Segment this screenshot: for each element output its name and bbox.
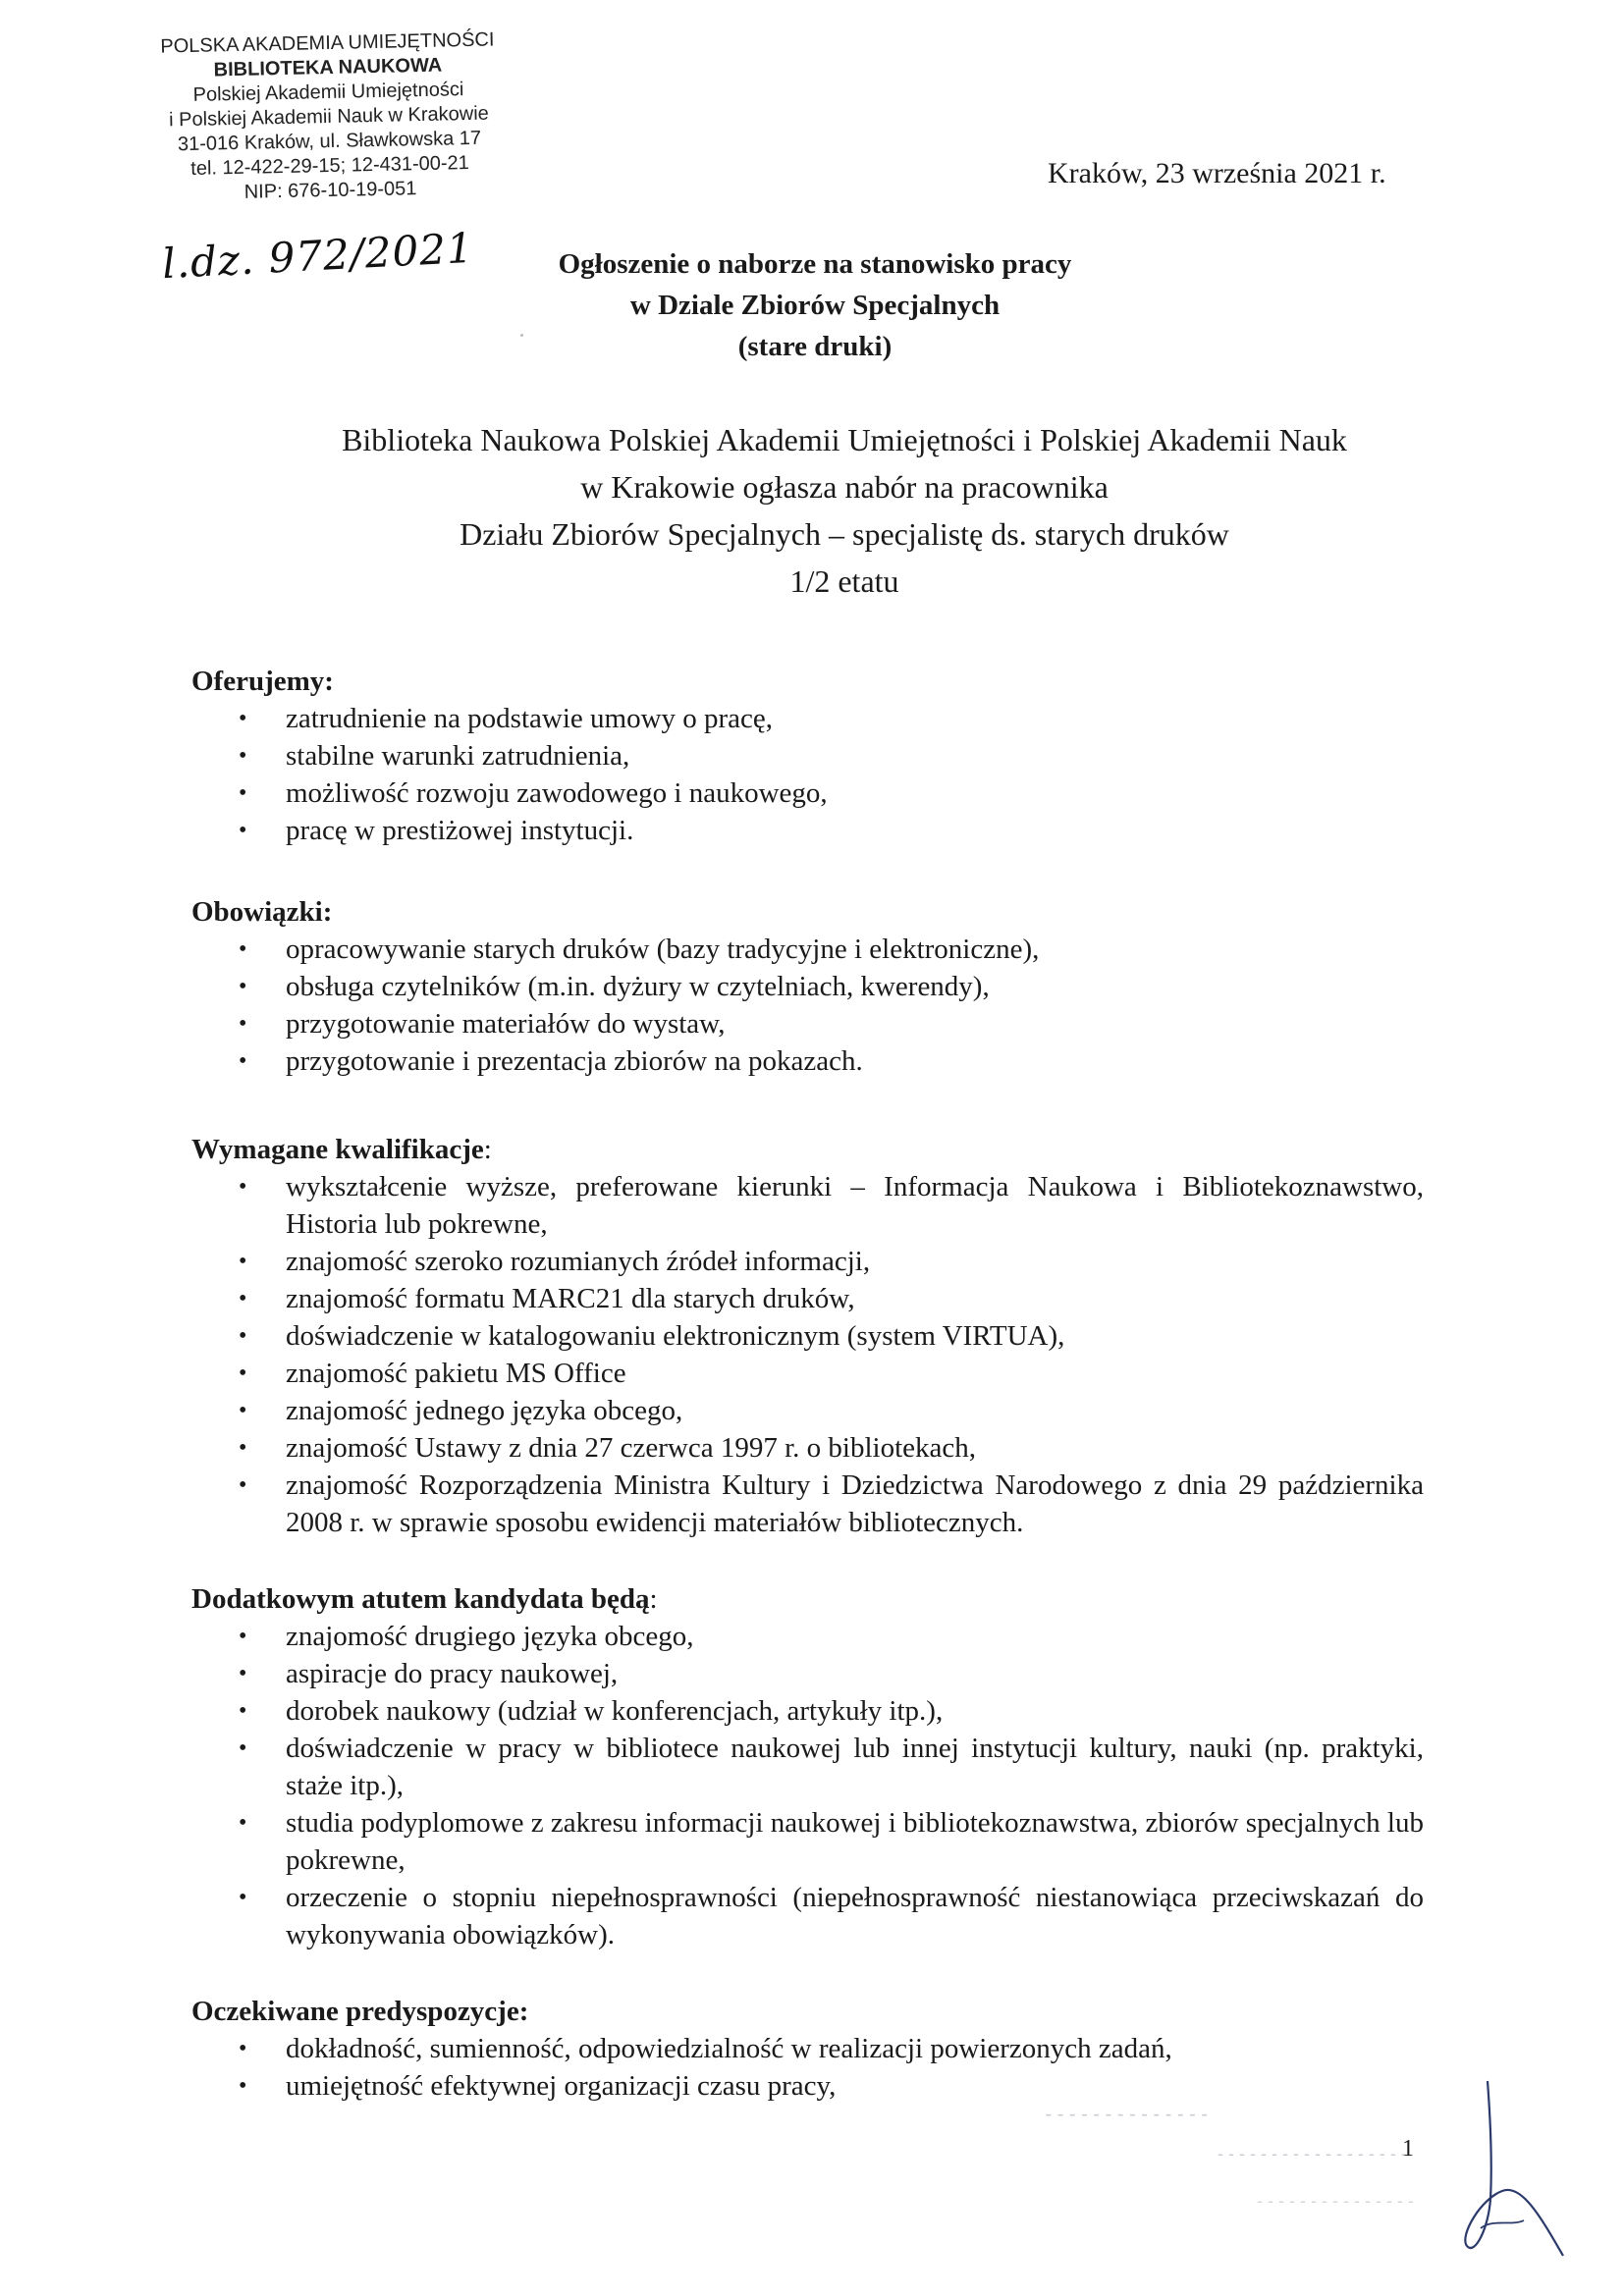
list-item: • przygotowanie materiałów do wystaw, [191,1005,1424,1042]
section-heading [191,1580,1424,1618]
list-item: • pracę w prestiżowej instytucji. [191,812,1424,849]
signature-icon [1045,2081,1591,2268]
list-item: • aspiracje do pracy naukowej, [191,1655,1424,1692]
announcement-title [481,243,1149,367]
heading-colon: : [649,1583,658,1615]
list-item: • doświadczenie w katalogowaniu elektronicznym (system VIRTUA), [191,1317,1424,1355]
section-additional-assets [191,1580,1424,1953]
signature-area [1045,2081,1591,2272]
section-offer [191,663,1424,849]
list-item: • zatrudnienie na podstawie umowy o pracę, [191,700,1424,737]
list-item: • doświadczenie w pracy w bibliotece naukowej lub innej instytucji kultury, nauki (np. praktyki, staże itp.), [191,1730,1424,1804]
svg-text:- - - - - - - - - - - - - - -: - - - - - - - - - - - - - - - - - - [1218,2144,1407,2163]
stamp-line: POLSKA AKADEMIA UMIEJĘTNOŚCI [160,28,495,58]
institution-stamp [111,27,547,207]
list-item: • stabilne warunki zatrudnienia, [191,737,1424,774]
stamp-line: 31-016 Kraków, ul. Sławkowska 17 [177,127,482,156]
section-heading [191,1131,1424,1168]
title-line: w Dziale Zbiorów Specjalnych [629,290,1001,321]
bullet-list [191,931,1424,1080]
stamp-line: NIP: 676-10-19-051 [244,178,417,203]
list-item: • znajomość Rozporządzenia Ministra Kultury i Dziedzictwa Narodowego z dnia 29 października 2008 r. w sprawie sposobu ewidencji materiałów bibliotecznych. [191,1467,1424,1541]
list-item: • umiejętność efektywnej organizacji czasu pracy, [191,2067,1424,2105]
list-item: • znajomość pakietu MS Office [191,1355,1424,1392]
list-item: • znajomość formatu MARC21 dla starych druków, [191,1280,1424,1317]
list-item: • możliwość rozwoju zawodowego i naukowego, [191,774,1424,812]
section-requirements [191,1131,1424,1541]
title-line: (stare druki) [737,331,893,362]
list-item: • opracowywanie starych druków (bazy tradycyjne i elektroniczne), [191,931,1424,968]
list-item: • dorobek naukowy (udział w konferencjach, artykuły itp.), [191,1692,1424,1730]
section-heading-text: Dodatkowym atutem kandydata będą [191,1583,650,1615]
intro-line: Działu Zbiorów Specjalnych – specjalistę ds. starych druków [460,516,1229,552]
list-item: • wykształcenie wyższe, preferowane kierunki – Informacja Naukowa i Bibliotekoznawstwo, Historia lub pokrewne, [191,1168,1424,1243]
list-item: • znajomość szeroko rozumianych źródeł informacji, [191,1243,1424,1280]
intro-line: Biblioteka Naukowa Polskiej Akademii Umiejętności i Polskiej Akademii Nauk [342,422,1347,457]
document-date: Kraków, 23 września 2021 r. [1048,157,1386,189]
section-heading-text: Wymagane kwalifikacje [191,1134,484,1165]
list-item: • znajomość Ustawy z dnia 27 czerwca 1997 r. o bibliotekach, [191,1429,1424,1467]
list-item: • znajomość jednego języka obcego, [191,1392,1424,1429]
list-item: • orzeczenie o stopniu niepełnosprawności (niepełnosprawność niestanowiąca przeciwskazań do wykonywania obowiązków). [191,1879,1424,1953]
stamp-line: tel. 12-422-29-15; 12-431-00-21 [190,152,470,180]
intro-line: w Krakowie ogłasza nabór na pracownika [580,469,1109,505]
list-item: • dokładność, sumienność, odpowiedzialność w realizacji powierzonych zadań, [191,2030,1424,2067]
list-item: • znajomość drugiego języka obcego, [191,1618,1424,1655]
stamp-line: BIBLIOTEKA NAUKOWA [213,54,443,81]
bullet-list [191,1168,1424,1541]
bullet-list [191,700,1424,849]
list-item: • obsługa czytelników (m.in. dyżury w czytelniach, kwerendy), [191,968,1424,1005]
svg-text:- - - - - - - - - - - - - - -: - - - - - - - - - - - - - - - [1257,2191,1414,2211]
list-item: • przygotowanie i prezentacja zbiorów na pokazach. [191,1042,1424,1080]
bullet-list [191,1618,1424,1953]
section-heading: Oczekiwane predyspozycje: [191,1996,529,2027]
announcement-intro [245,416,1443,605]
title-line: Ogłoszenie o naborze na stanowisko pracy [558,248,1072,280]
list-item: • studia podyplomowe z zakresu informacji naukowej i bibliotekoznawstwa, zbiorów specjalnych lub pokrewne, [191,1804,1424,1879]
stamp-line: i Polskiej Akademii Nauk w Krakowie [168,102,490,132]
intro-line: 1/2 etatu [789,563,899,599]
section-heading: Obowiązki: [191,896,333,928]
page-number: 1 [1402,2136,1414,2162]
stamp-line: Polskiej Akademii Umiejętności [192,79,464,106]
section-heading: Oferujemy: [191,666,334,697]
section-duties [191,893,1424,1080]
svg-text:- - - - - - - - - - - - - -: - - - - - - - - - - - - - - [1045,2104,1208,2125]
handwritten-reference-number: l.dz. 972/2021 [160,223,475,289]
heading-colon: : [483,1134,492,1165]
